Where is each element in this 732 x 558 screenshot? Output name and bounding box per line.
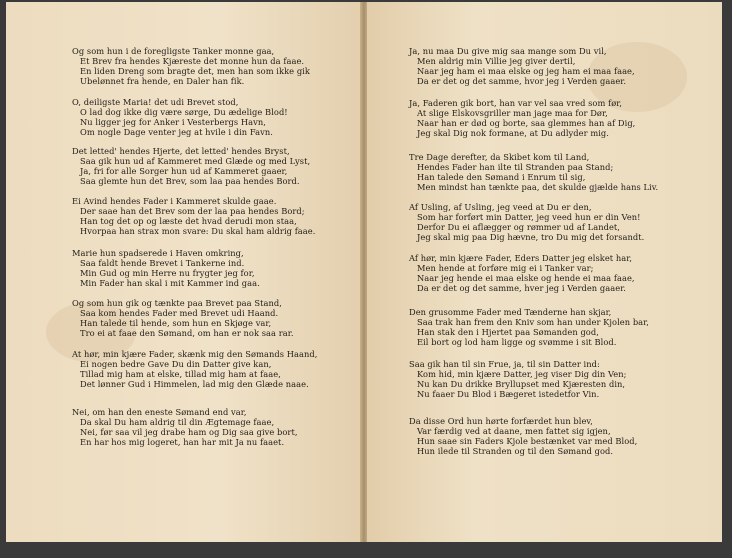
- stanza: [409, 253, 635, 293]
- verse-line: Da er det og det samme, hvor jeg i Verden gaaer.: [417, 76, 627, 87]
- stanza: [409, 359, 626, 399]
- stanza: [409, 152, 658, 192]
- stanza: [409, 46, 635, 86]
- verse-line: Et Brev fra hendes Kjæreste det monne hun da faae.: [80, 56, 305, 67]
- verse-line: Ja, Faderen gik bort, han var vel saa vred som før,: [409, 98, 623, 108]
- stanza: [409, 416, 637, 456]
- verse-line: Og som hun gik og tænkte paa Brevet paa Stand,: [72, 298, 282, 308]
- verse-line: Jeg skal mig paa Dig hævne, tro Du mig det forsandt.: [417, 232, 645, 243]
- verse-line: Da er det og det samme, hver jeg i Verden gaaer.: [417, 283, 626, 294]
- verse-line: Eil bort og lod ham ligge og svømme i sit Blod.: [417, 337, 617, 348]
- verse-line: Det letted' hendes Hjerte, det letted' hendes Bryst,: [72, 146, 290, 156]
- verse-line: Marie hun spadserede i Haven omkring,: [72, 248, 244, 258]
- verse-line: Ja, fri for alle Sorger hun ud af Kammeret gaaer,: [80, 166, 288, 177]
- verse-line: Saa faldt hende Brevet i Tankerne ind.: [80, 258, 245, 269]
- verse-line: Tre Dage derefter, da Skibet kom til Land,: [409, 152, 590, 162]
- verse-line: Om nogle Dage venter jeg at hvile i din Favn.: [80, 127, 273, 138]
- verse-line: Saa kom hendes Fader med Brevet udi Haand.: [80, 308, 279, 319]
- verse-line: Nei, før saa vil jeg drabe ham og Dig saa give bort,: [80, 427, 298, 438]
- verse-line: Tillad mig ham at elske, tillad mig ham at faae,: [80, 369, 281, 380]
- stanza: [409, 98, 635, 138]
- verse-line: At hør, min kjære Fader, skænk mig den Sømands Haand,: [72, 349, 318, 359]
- verse-line: Ubelønnet fra hende, en Daler han fik.: [80, 76, 245, 87]
- stanza: [72, 407, 298, 447]
- verse-line: Saa trak han frem den Kniv som han under Kjolen bar,: [417, 317, 649, 328]
- verse-line: Saa gik han til sin Frue, ja, til sin Datter ind:: [409, 359, 600, 369]
- verse-line: Den grusomme Fader med Tænderne han skjar,: [409, 307, 612, 317]
- stanza: [409, 307, 649, 347]
- verse-line: O lad dog ikke dig være sørge, Du ædelige Blod!: [80, 107, 288, 118]
- verse-line: Ja, nu maa Du give mig saa mange som Du vil,: [409, 46, 607, 56]
- verse-line: Kom hid, min kjære Datter, jeg viser Dig din Ven;: [417, 369, 627, 380]
- verse-line: Af Usling, af Usling, jeg veed at Du er den,: [409, 202, 592, 212]
- verse-line: Det lønner Gud i Himmelen, lad mig den Glæde naae.: [80, 379, 309, 390]
- verse-line: Som har forført min Datter, jeg veed hun er din Ven!: [417, 212, 641, 223]
- verse-line: Ei nogen bedre Gave Du din Datter give kan,: [80, 359, 272, 370]
- verse-line: Naar han er død og borte, saa glemmes han af Dig,: [417, 118, 636, 129]
- right-page: [367, 2, 722, 542]
- verse-line: Jeg skal Dig nok formane, at Du adlyder mig.: [417, 128, 609, 139]
- stanza: [72, 196, 315, 236]
- stanza: [409, 202, 644, 242]
- verse-line: Derfor Du ei aflægger og rømmer ud af Landet,: [417, 222, 620, 233]
- verse-line: O, deiligste Maria! det udi Brevet stod,: [72, 97, 239, 107]
- book-spread: [6, 2, 722, 542]
- verse-line: Min Fader han skal i mit Kammer ind gaa.: [80, 278, 260, 289]
- left-page: [6, 2, 362, 542]
- stanza: [72, 349, 317, 389]
- verse-line: Min Gud og min Herre nu frygter jeg for,: [80, 268, 255, 279]
- verse-line: Men hende at forføre mig ei i Tanker var;: [417, 263, 594, 274]
- verse-line: At slige Elskovsgriller man jage maa for Dør,: [417, 108, 608, 119]
- verse-line: En liden Dreng som bragte det, men han som ikke gik: [80, 66, 310, 77]
- stanza: [72, 146, 310, 186]
- verse-line: Da disse Ord hun hørte forfærdet hun blev,: [409, 416, 593, 426]
- verse-line: Ei Avind hendes Fader i Kammeret skulde gaae.: [72, 196, 277, 206]
- stanza: [72, 298, 294, 338]
- verse-line: Han talede den Sømand i Enrum til sig,: [417, 172, 586, 183]
- verse-line: Tro ei at faae den Sømand, om han er nok saa rar.: [80, 328, 294, 339]
- verse-line: Saa gik hun ud af Kammeret med Glæde og med Lyst,: [80, 156, 311, 167]
- verse-line: Naar jeg hende ei maa elske og hende ei maa faae,: [417, 273, 635, 284]
- verse-line: Nu faaer Du Blod i Bægeret istedetfor Vin.: [417, 389, 600, 400]
- verse-line: Der saae han det Brev som der laa paa hendes Bord;: [80, 206, 305, 217]
- verse-line: Nei, om han den eneste Sømand end var,: [72, 407, 247, 417]
- stanza: [72, 248, 260, 288]
- verse-line: Da skal Du ham aldrig til din Ægtemage faae,: [80, 417, 275, 428]
- verse-line: Og som hun i de foregligste Tanker monne gaa,: [72, 46, 275, 56]
- verse-line: Han talede til hende, som hun en Skjøge var,: [80, 318, 272, 329]
- verse-line: Hun ilede til Stranden og til den Sømand god.: [417, 446, 614, 457]
- verse-line: Hendes Fader han ilte til Stranden paa Stand;: [417, 162, 614, 173]
- stanza: [72, 97, 288, 137]
- verse-line: Han stak den i Hjertet paa Sømanden god,: [417, 327, 599, 338]
- verse-line: Nu kan Du drikke Bryllupset med Kjæresten din,: [417, 379, 626, 390]
- verse-line: Var færdig ved at daane, men fattet sig igjen,: [417, 426, 611, 437]
- verse-line: Han tog det op og læste det hvad derudi mon staa,: [80, 216, 297, 227]
- verse-line: Naar jeg ham ei maa elske og jeg ham ei maa faae,: [417, 66, 635, 77]
- verse-line: Hun saae sin Faders Kjole bestænket var med Blod,: [417, 436, 638, 447]
- verse-line: En har hos mig logeret, han har mit Ja nu faaet.: [80, 437, 285, 448]
- verse-line: Men mindst han tænkte paa, det skulde gjælde hans Liv.: [417, 182, 659, 193]
- verse-line: Saa glemte hun det Brev, som laa paa hendes Bord.: [80, 176, 300, 187]
- verse-line: Men aldrig min Villie jeg giver dertil,: [417, 56, 576, 67]
- verse-line: Nu ligger jeg for Anker i Vesterbergs Havn,: [80, 117, 266, 128]
- stanza: [72, 46, 310, 86]
- verse-line: Af hør, min kjære Fader, Eders Datter jeg elsket har,: [409, 253, 633, 263]
- verse-line: Hvorpaa han strax mon svare: Du skal ham aldrig faae.: [80, 226, 316, 237]
